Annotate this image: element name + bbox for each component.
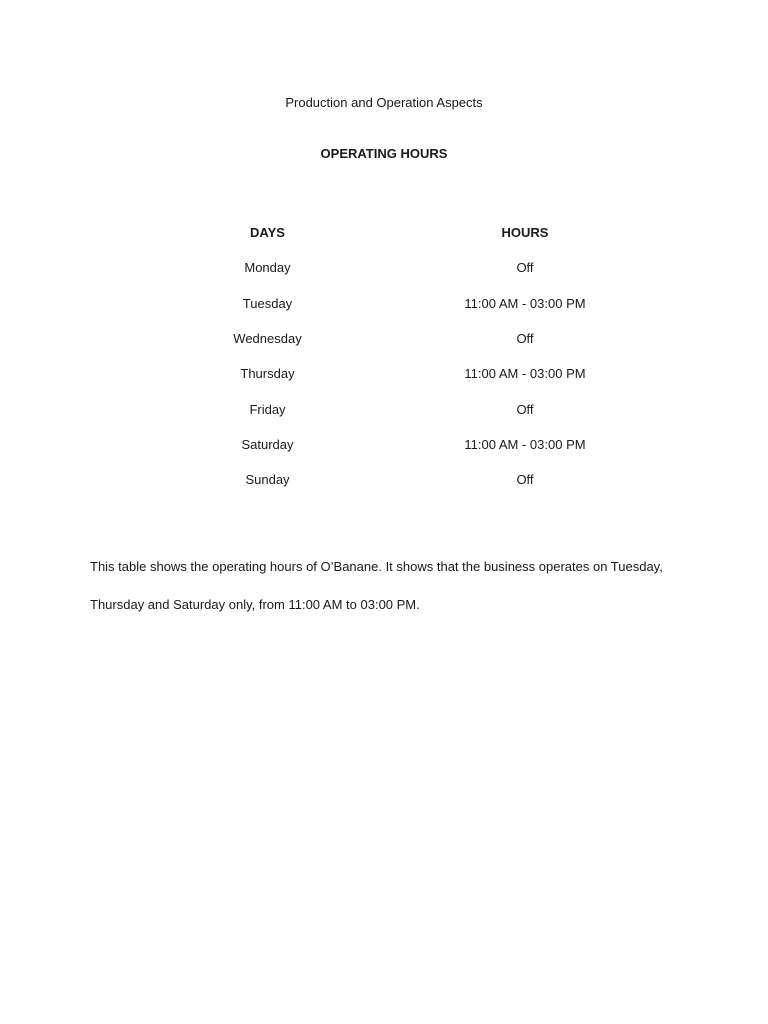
hours-cell: Off xyxy=(516,331,534,347)
operating-hours-table xyxy=(140,215,655,497)
table-header-row xyxy=(140,215,655,250)
hours-cell: Off xyxy=(516,401,534,417)
hours-cell: 11:00 AM - 03:00 PM xyxy=(464,295,586,311)
hours-cell: Off xyxy=(516,472,534,488)
day-cell: Thursday xyxy=(240,366,295,382)
hours-cell: 11:00 AM - 03:00 PM xyxy=(464,366,586,382)
table-title: OPERATING HOURS xyxy=(320,146,448,161)
table-row xyxy=(140,427,655,462)
day-cell: Sunday xyxy=(245,472,290,488)
table-row xyxy=(140,250,655,285)
table-row xyxy=(140,391,655,426)
header-days: DAYS xyxy=(250,225,285,241)
header-hours: HOURS xyxy=(501,225,549,241)
section-title: Production and Operation Aspects xyxy=(285,95,483,110)
table-row xyxy=(140,321,655,356)
day-cell: Saturday xyxy=(241,436,294,452)
day-cell: Wednesday xyxy=(233,331,302,347)
body-paragraph: This table shows the operating hours of O’Banane. It shows that the business operates on Tuesday, Thursday and Saturday only, from 11:00 AM to 03:00 PM. xyxy=(90,559,663,612)
hours-cell: 11:00 AM - 03:00 PM xyxy=(464,436,586,452)
table-row xyxy=(140,356,655,391)
day-cell: Friday xyxy=(249,401,286,417)
day-cell: Tuesday xyxy=(242,295,293,311)
hours-cell: Off xyxy=(516,260,534,276)
day-cell: Monday xyxy=(244,260,291,276)
table-row xyxy=(140,286,655,321)
table-row xyxy=(140,462,655,497)
